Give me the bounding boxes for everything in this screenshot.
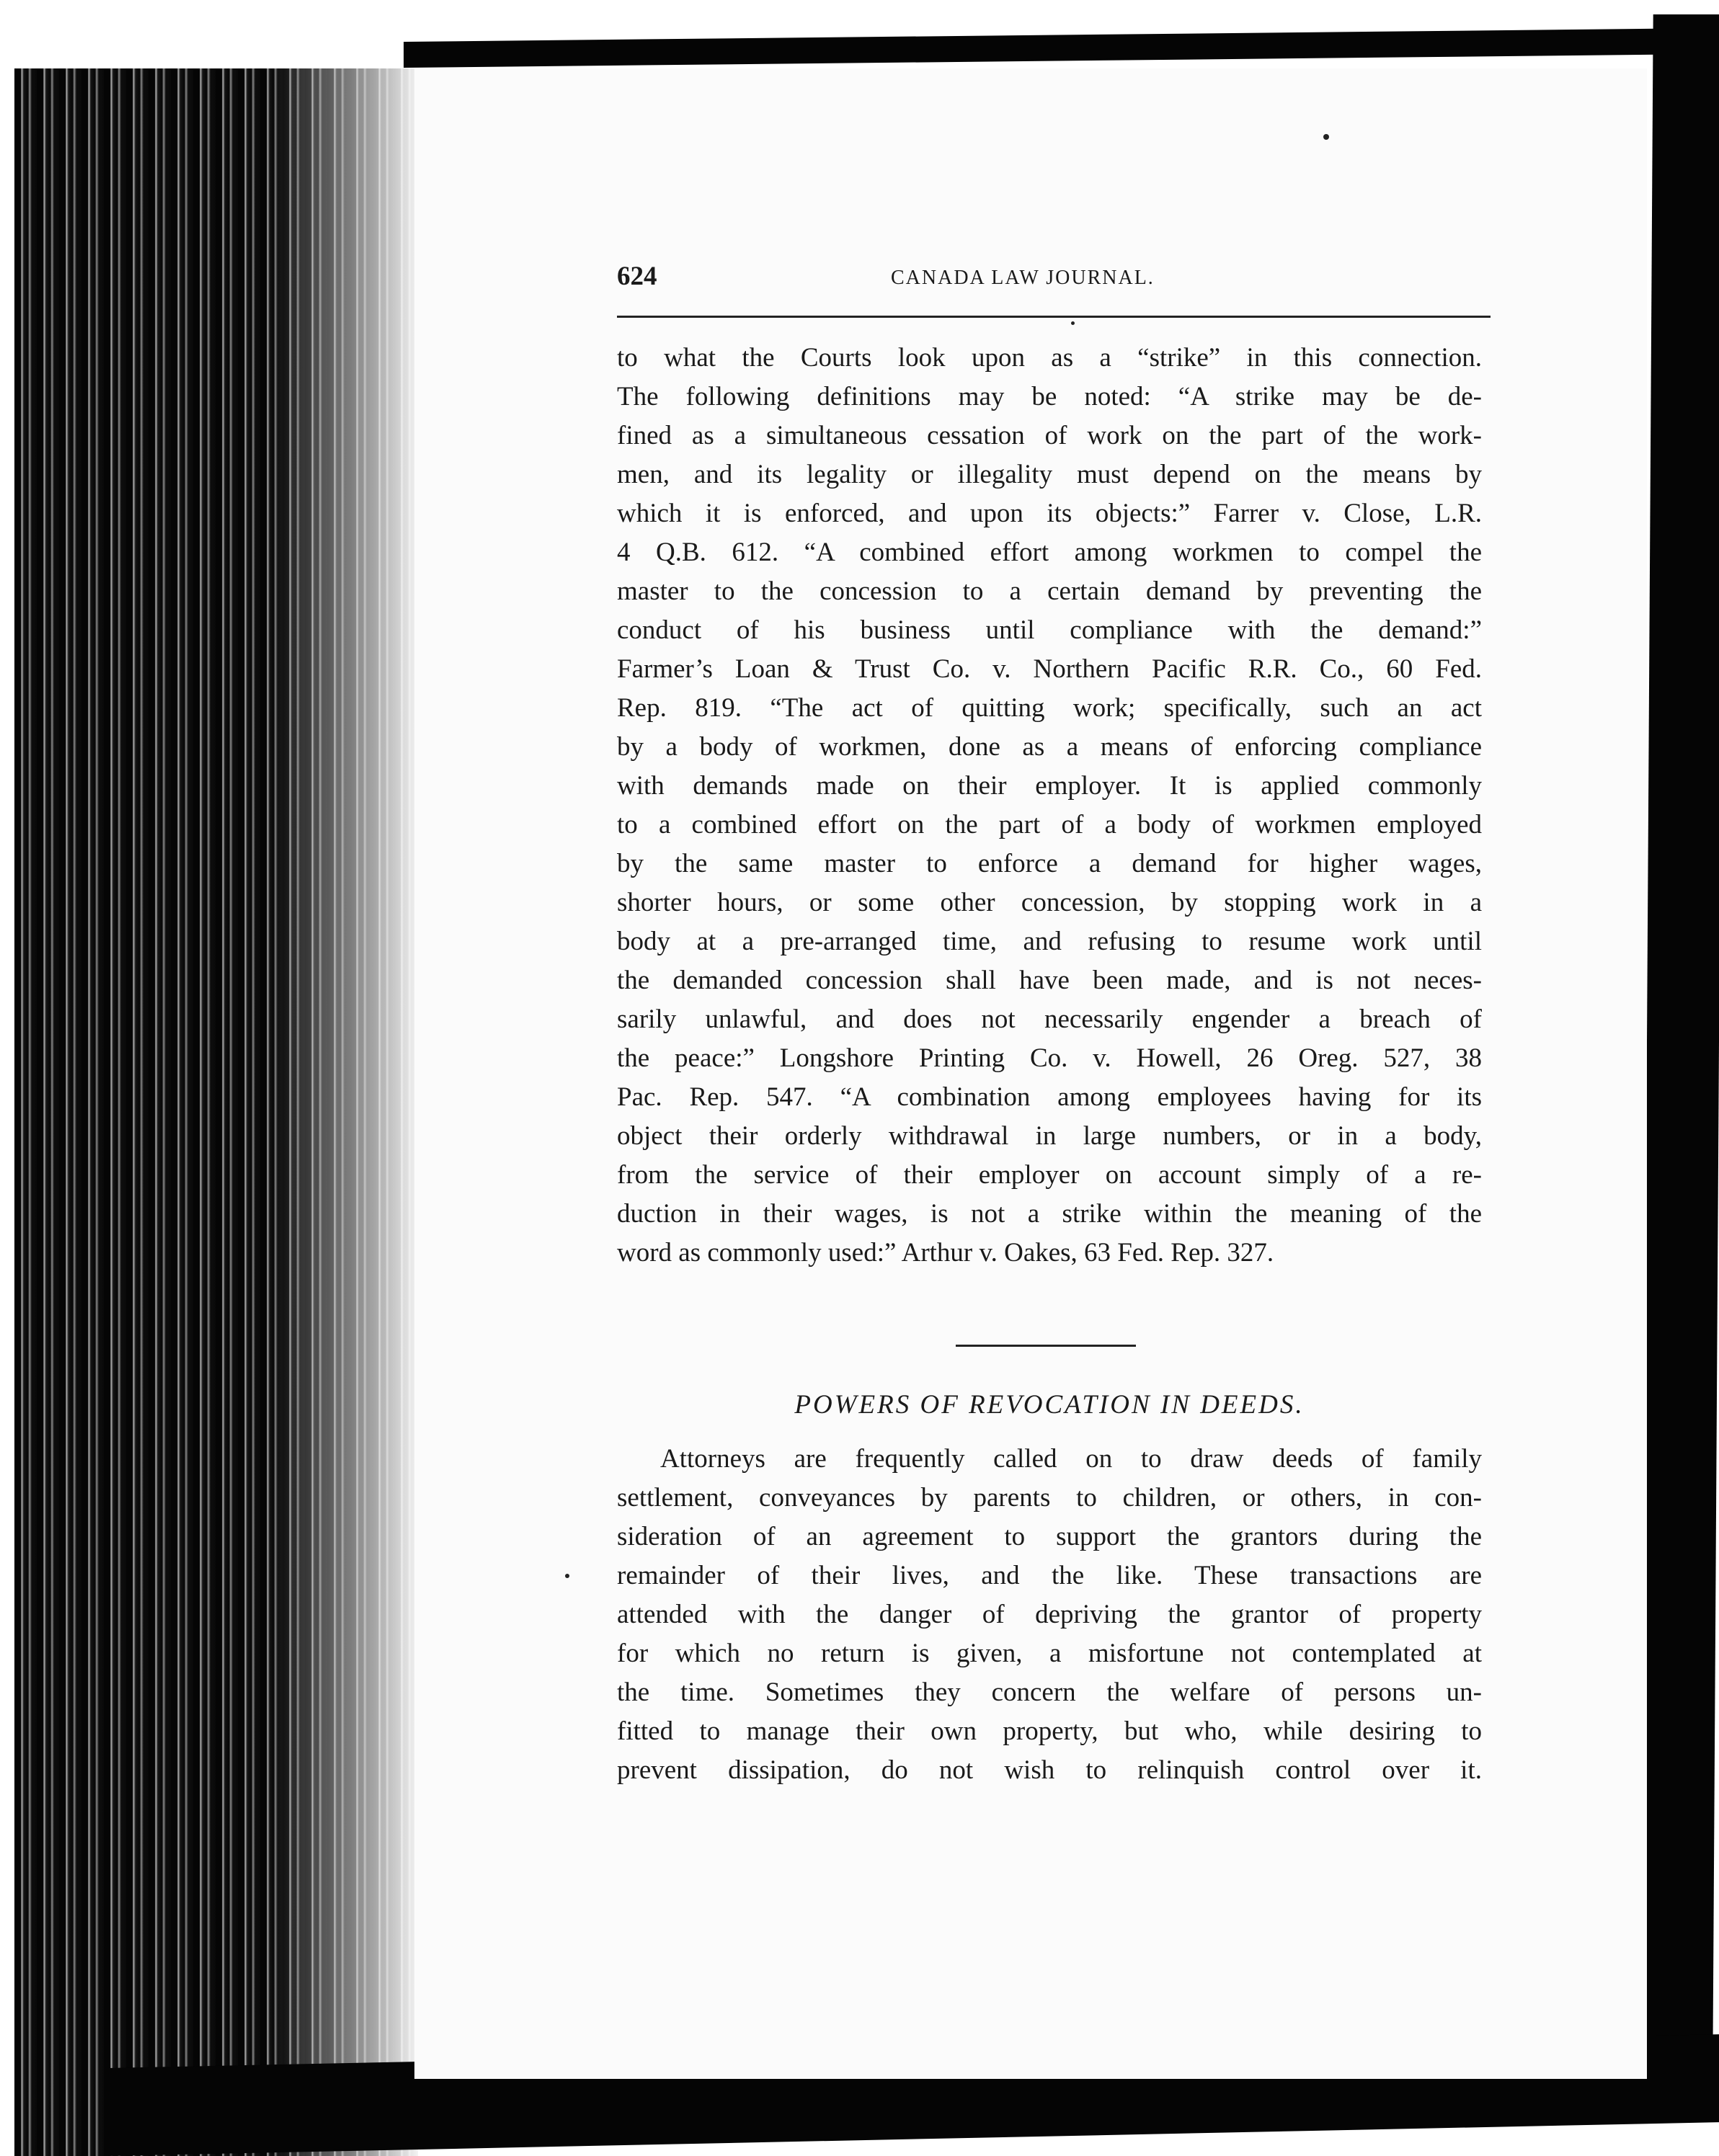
text-line: by the same master to enforce a demand for higher wages,: [617, 849, 1482, 878]
text-line: men, and its legality or illegality must depend on the means by: [617, 460, 1482, 489]
text-line: Farmer’s Loan & Trust Co. v. Northern Pacific R.R. Co., 60 Fed.: [617, 654, 1482, 684]
page-number: 624: [617, 262, 657, 291]
text-line: to what the Courts look upon as a “strike” in this connection.: [617, 343, 1482, 373]
text-line: the time. Sometimes they concern the welfare of persons un-: [617, 1678, 1482, 1707]
text-line: to a combined effort on the part of a body of workmen employed: [617, 810, 1482, 839]
text-line: body at a pre-arranged time, and refusing to resume work until: [617, 927, 1482, 956]
section-title: POWERS OF REVOCATION IN DEEDS.: [794, 1390, 1305, 1420]
text-line: sideration of an agreement to support the grantors during the: [617, 1522, 1482, 1551]
running-head: CANADA LAW JOURNAL.: [891, 267, 1155, 289]
text-line: object their orderly withdrawal in large numbers, or in a body,: [617, 1121, 1482, 1151]
text-line: 4 Q.B. 612. “A combined effort among workmen to compel the: [617, 538, 1482, 567]
scan-border-right: [1640, 14, 1719, 2068]
scan-speck: [1071, 321, 1075, 325]
text-line: shorter hours, or some other concession, by stopping work in a: [617, 888, 1482, 917]
text-line: attended with the danger of depriving the grantor of property: [617, 1600, 1482, 1629]
text-line: remainder of their lives, and the like. These transactions are: [617, 1561, 1482, 1590]
text-line: sarily unlawful, and does not necessarily engender a breach of: [617, 1004, 1482, 1034]
text-line: Rep. 819. “The act of quitting work; specifically, such an act: [617, 693, 1482, 723]
scan-speck: [565, 1574, 569, 1578]
text-line: master to the concession to a certain demand by preventing the: [617, 576, 1482, 606]
scan-speck: [1323, 134, 1329, 140]
text-line: which it is enforced, and upon its objects:” Farrer v. Close, L.R.: [617, 499, 1482, 528]
text-line: duction in their wages, is not a strike within the meaning of the: [617, 1199, 1482, 1229]
text-line: with demands made on their employer. It is applied commonly: [617, 771, 1482, 801]
text-line: settlement, conveyances by parents to children, or others, in con-: [617, 1483, 1482, 1513]
text-line: Attorneys are frequently called on to draw deeds of family: [660, 1444, 1482, 1474]
text-line: Pac. Rep. 547. “A combination among employees having for its: [617, 1082, 1482, 1112]
page-edges-fade: [274, 68, 418, 2156]
text-line: the demanded concession shall have been made, and is not neces-: [617, 966, 1482, 995]
page-header: [617, 261, 1482, 297]
scan-margin-left: [0, 0, 16, 2156]
text-line: word as commonly used:” Arthur v. Oakes, 63 Fed. Rep. 327.: [617, 1238, 1274, 1268]
text-line: fined as a simultaneous cessation of work on the part of the work-: [617, 421, 1482, 450]
section-separator: [956, 1345, 1136, 1347]
text-line: prevent dissipation, do not wish to relinquish control over it.: [617, 1755, 1482, 1785]
text-line: fitted to manage their own property, but who, while desiring to: [617, 1716, 1482, 1746]
text-line: from the service of their employer on account simply of a re-: [617, 1160, 1482, 1190]
body-text: [617, 339, 1482, 1273]
text-line: the peace:” Longshore Printing Co. v. Howell, 26 Oreg. 527, 38: [617, 1043, 1482, 1073]
text-line: for which no return is given, a misfortune not contemplated at: [617, 1639, 1482, 1668]
text-line: conduct of his business until compliance with the demand:”: [617, 615, 1482, 645]
text-line: The following definitions may be noted: “A strike may be de-: [617, 382, 1482, 411]
text-line: by a body of workmen, done as a means of enforcing compliance: [617, 732, 1482, 762]
section-body-text: [617, 1440, 1482, 1790]
header-rule: [617, 316, 1491, 318]
